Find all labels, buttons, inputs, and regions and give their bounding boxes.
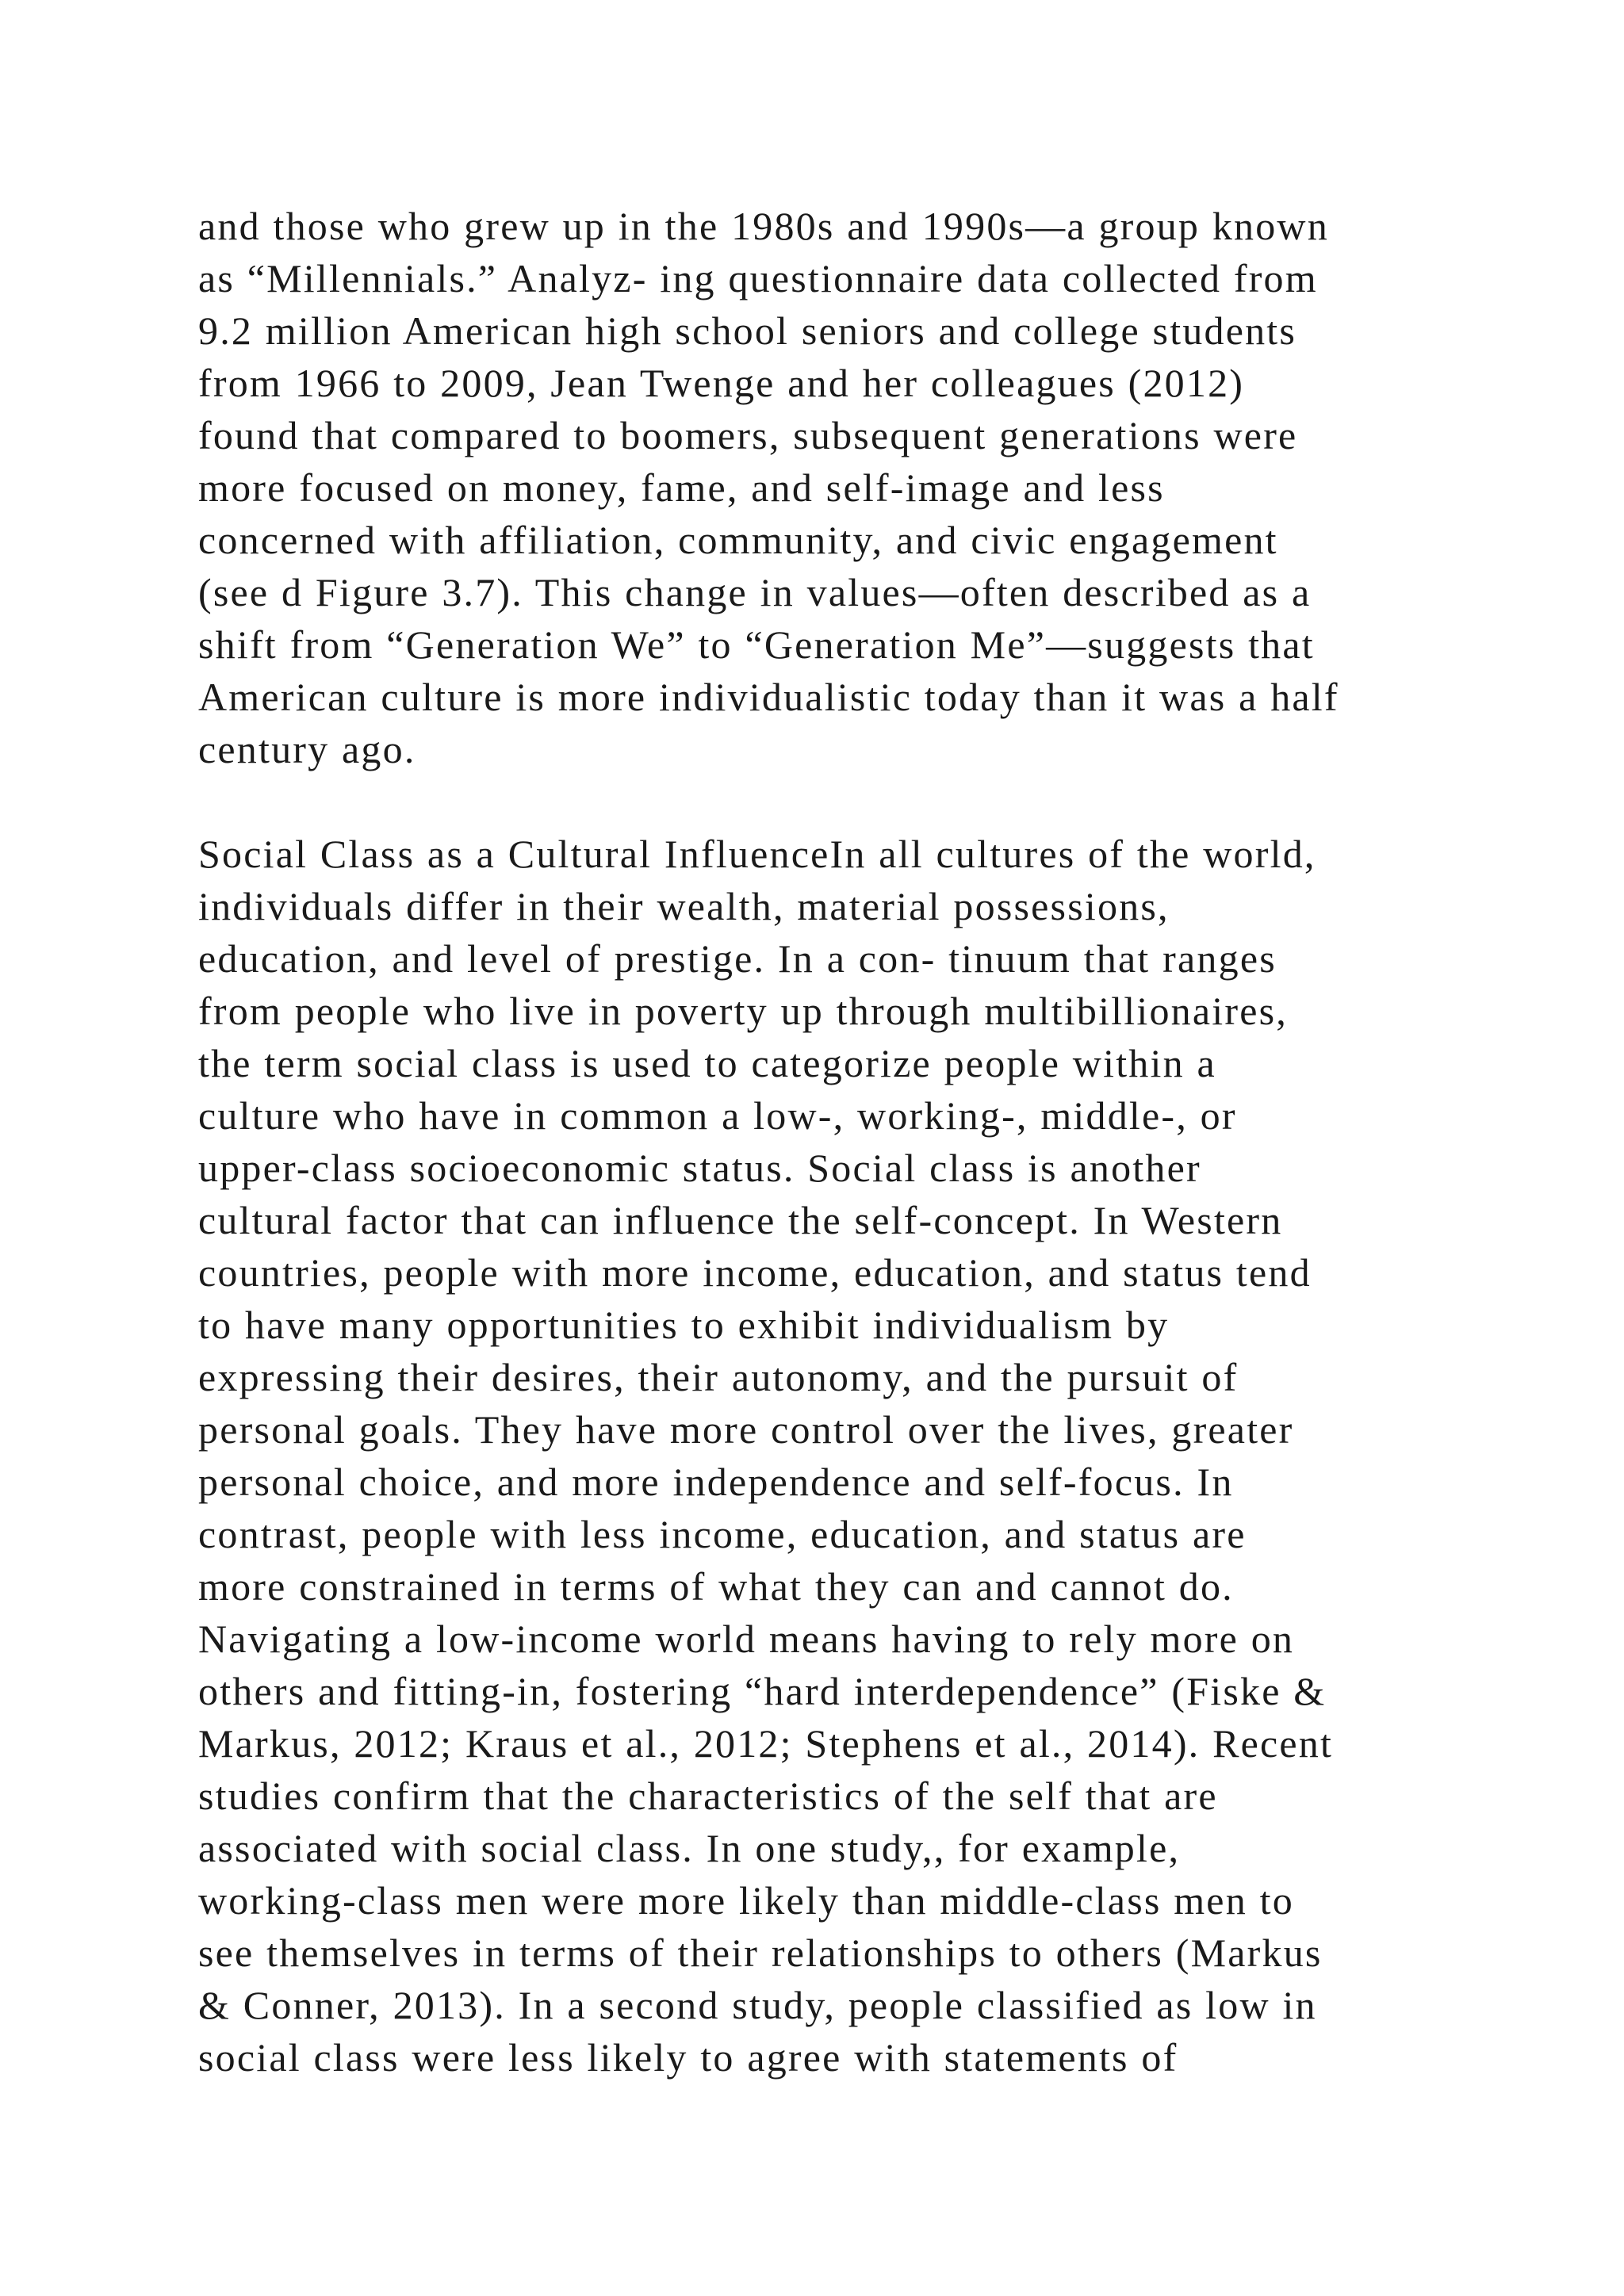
text-line: concerned with affiliation, community, and civic engagement (198, 518, 1278, 562)
text-line: associated with social class. In one study,, for example, (198, 1826, 1181, 1870)
text-line: more focused on money, fame, and self-image and less (198, 465, 1165, 510)
text-line: Social Class as a Cultural InfluenceIn all cultures of the world, (198, 832, 1316, 876)
text-line: to have many opportunities to exhibit individualism by (198, 1303, 1170, 1347)
text-line: and those who grew up in the 1980s and 1990s—a group known (198, 204, 1329, 248)
text-line: the term social class is used to categorize people within a (198, 1041, 1216, 1085)
text-line: century ago. (198, 727, 416, 771)
text-line: personal choice, and more independence and self-focus. In (198, 1460, 1234, 1504)
text-line: cultural factor that can influence the self-concept. In Western (198, 1198, 1283, 1242)
text-line: 9.2 million American high school seniors and college students (198, 308, 1297, 353)
text-line: studies confirm that the characteristics of the self that are (198, 1774, 1218, 1818)
text-line: education, and level of prestige. In a con- tinuum that ranges (198, 936, 1277, 981)
text-line: social class were less likely to agree with statements of (198, 2035, 1178, 2080)
text-line: see themselves in terms of their relationships to others (Markus (198, 1931, 1323, 1975)
text-line: culture who have in common a low-, working-, middle-, or (198, 1093, 1237, 1138)
text-line: working-class men were more likely than middle-class men to (198, 1878, 1294, 1923)
text-line: found that compared to boomers, subsequent generations were (198, 413, 1298, 457)
paragraph-generations (198, 200, 1515, 775)
text-line: countries, people with more income, education, and status tend (198, 1250, 1312, 1295)
text-line: (see d Figure 3.7). This change in values—often described as a (198, 570, 1312, 614)
text-line: more constrained in terms of what they can and cannot do. (198, 1564, 1234, 1609)
text-line: others and fitting-in, fostering “hard interdependence” (Fiske & (198, 1669, 1327, 1713)
paragraph-social-class (198, 828, 1515, 2084)
text-line: shift from “Generation We” to “Generation Me”—suggests that (198, 622, 1315, 667)
text-line: Navigating a low-income world means having to rely more on (198, 1617, 1295, 1661)
text-line: personal goals. They have more control over the lives, greater (198, 1407, 1294, 1452)
text-line: from 1966 to 2009, Jean Twenge and her colleagues (2012) (198, 361, 1245, 405)
text-line: & Conner, 2013). In a second study, people classified as low in (198, 1983, 1317, 2027)
text-line: Markus, 2012; Kraus et al., 2012; Stephens et al., 2014). Recent (198, 1721, 1334, 1766)
text-line: American culture is more individualistic today than it was a half (198, 675, 1339, 719)
text-line: upper-class socioeconomic status. Social class is another (198, 1146, 1201, 1190)
text-line: expressing their desires, their autonomy, and the pursuit of (198, 1355, 1239, 1399)
text-line: individuals differ in their wealth, material possessions, (198, 884, 1170, 928)
text-line: contrast, people with less income, education, and status are (198, 1512, 1247, 1556)
text-line: as “Millennials.” Analyz- ing questionnaire data collected from (198, 256, 1318, 300)
text-line: from people who live in poverty up through multibillionaires, (198, 989, 1288, 1033)
